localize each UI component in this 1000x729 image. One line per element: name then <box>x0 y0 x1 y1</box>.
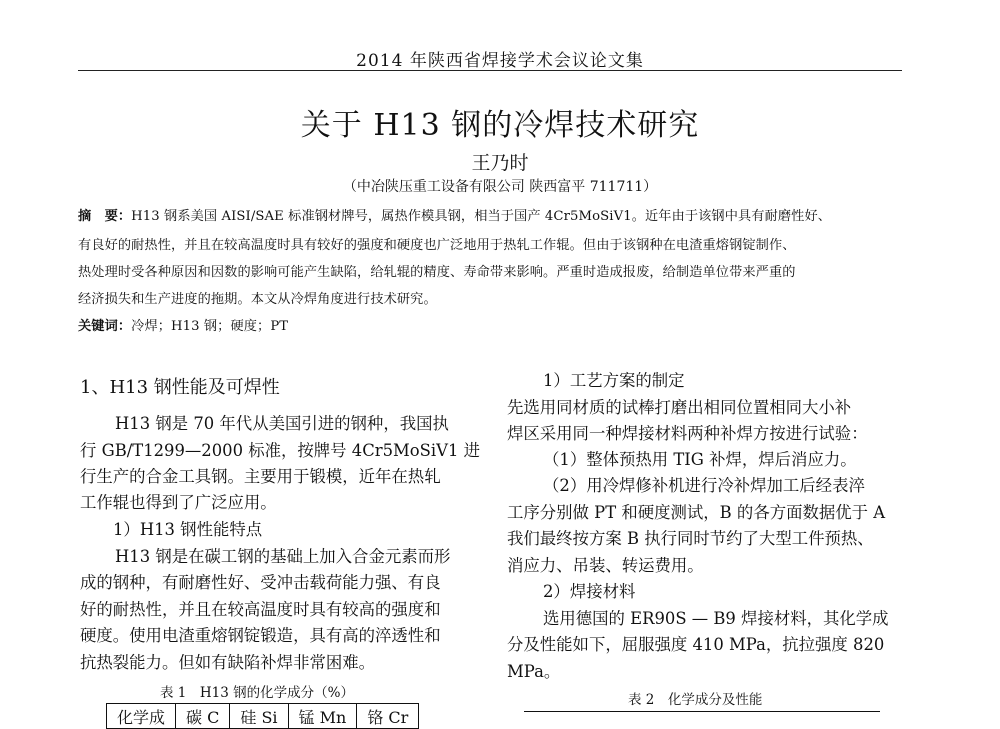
body-line: 硬度。使用电渣重熔钢锭锻造，具有高的淬透性和 <box>80 626 441 645</box>
abstract-line: 有良好的耐热性，并且在较高温度时具有较好的强度和硬度也广泛地用于热轧工作辊。但由于该钢种在电渣重熔钢锭制作、 <box>78 238 796 253</box>
abstract-line: 经济损失和生产进度的拖期。本文从冷焊角度进行技术研究。 <box>78 292 437 307</box>
list-item: （1）整体预热用 TIG 补焊，焊后消应力。 <box>543 450 857 469</box>
body-line: 成的钢种，有耐磨性好、受冲击载荷能力强、有良 <box>80 573 441 592</box>
affiliation: （中冶陕压重工设备有限公司 陕西富平 711711） <box>342 179 658 195</box>
table-header-cell: 锰 Mn <box>288 704 357 729</box>
table1 <box>106 703 419 729</box>
section-heading: 1、H13 钢性能及可焊性 <box>80 377 280 398</box>
table-header-cell: 化学成 <box>107 704 176 729</box>
abstract-label: 摘 要： <box>78 209 132 224</box>
body-line: 好的耐热性，并且在较高温度时具有较高的强度和 <box>80 600 441 619</box>
abstract-line: 热处理时受各种原因和因数的影响可能产生缺陷，给轧辊的精度、寿命带来影响。严重时造成报废，给制造单位带来严重的 <box>78 265 796 280</box>
body-line: 选用德国的 ER90S — B9 焊接材料，其化学成 <box>543 609 889 628</box>
body-line: H13 钢是 70 年代从美国引进的钢种，我国执 <box>115 414 449 433</box>
list-item: （2）用冷焊修补机进行冷补焊加工后经表淬 <box>543 476 865 495</box>
sub-heading: 1）工艺方案的制定 <box>543 371 685 390</box>
abstract-line <box>78 205 903 224</box>
body-line: MPa。 <box>507 662 561 681</box>
sub-heading: 1）H13 钢性能特点 <box>113 520 263 539</box>
body-line: 抗热裂能力。但如有缺陷补焊非常困难。 <box>80 653 376 672</box>
paper-title: 关于 H13 钢的冷焊技术研究 <box>300 108 700 143</box>
body-line: 我们最终按方案 B 执行同时节约了大型工件预热、 <box>507 529 874 548</box>
body-line: 分及性能如下，屈服强度 410 MPa，抗拉强度 820 <box>507 635 885 654</box>
body-line: 消应力、吊装、转运费用。 <box>507 556 704 575</box>
body-line: 先选用同材质的试棒打磨出相同位置相同大小补 <box>507 398 852 417</box>
table1-caption: 表 1 H13 钢的化学成分（%） <box>160 685 354 701</box>
table-header-cell: 硅 Si <box>230 704 288 729</box>
body-line: 工序分别做 PT 和硬度测试，B 的各方面数据优于 A <box>507 503 886 522</box>
body-line: 焊区采用同一种焊接材料两种补焊方按进行试验： <box>507 424 868 443</box>
author: 王乃时 <box>471 152 529 174</box>
table2-caption: 表 2 化学成分及性能 <box>628 692 763 708</box>
table2-top-rule <box>524 711 880 712</box>
running-header: 2014 年陕西省焊接学术会议论文集 <box>356 51 644 71</box>
keywords-text: 冷焊；H13 钢；硬度；PT <box>131 319 289 334</box>
keywords-line <box>78 315 903 334</box>
body-line: 行生产的合金工具钢。主要用于锻模，近年在热轧 <box>80 467 441 486</box>
header-rule <box>78 70 902 71</box>
sub-heading: 2）焊接材料 <box>543 582 636 601</box>
body-line: 工作辊也得到了广泛应用。 <box>80 493 277 512</box>
table-row <box>107 704 419 729</box>
table-header-cell: 碳 C <box>176 704 230 729</box>
table-header-cell: 铬 Cr <box>357 704 419 729</box>
body-line: H13 钢是在碳工钢的基础上加入合金元素而形 <box>115 547 451 566</box>
keywords-label: 关键词： <box>78 319 132 334</box>
abstract-text: H13 钢系美国 AISI/SAE 标准钢材牌号，属热作模具钢，相当于国产 4Cr5MoSiV1。近年由于该钢中具有耐磨性好、 <box>131 209 832 224</box>
body-line: 行 GB/T1299—2000 标准，按牌号 4Cr5MoSiV1 进 <box>80 441 480 460</box>
